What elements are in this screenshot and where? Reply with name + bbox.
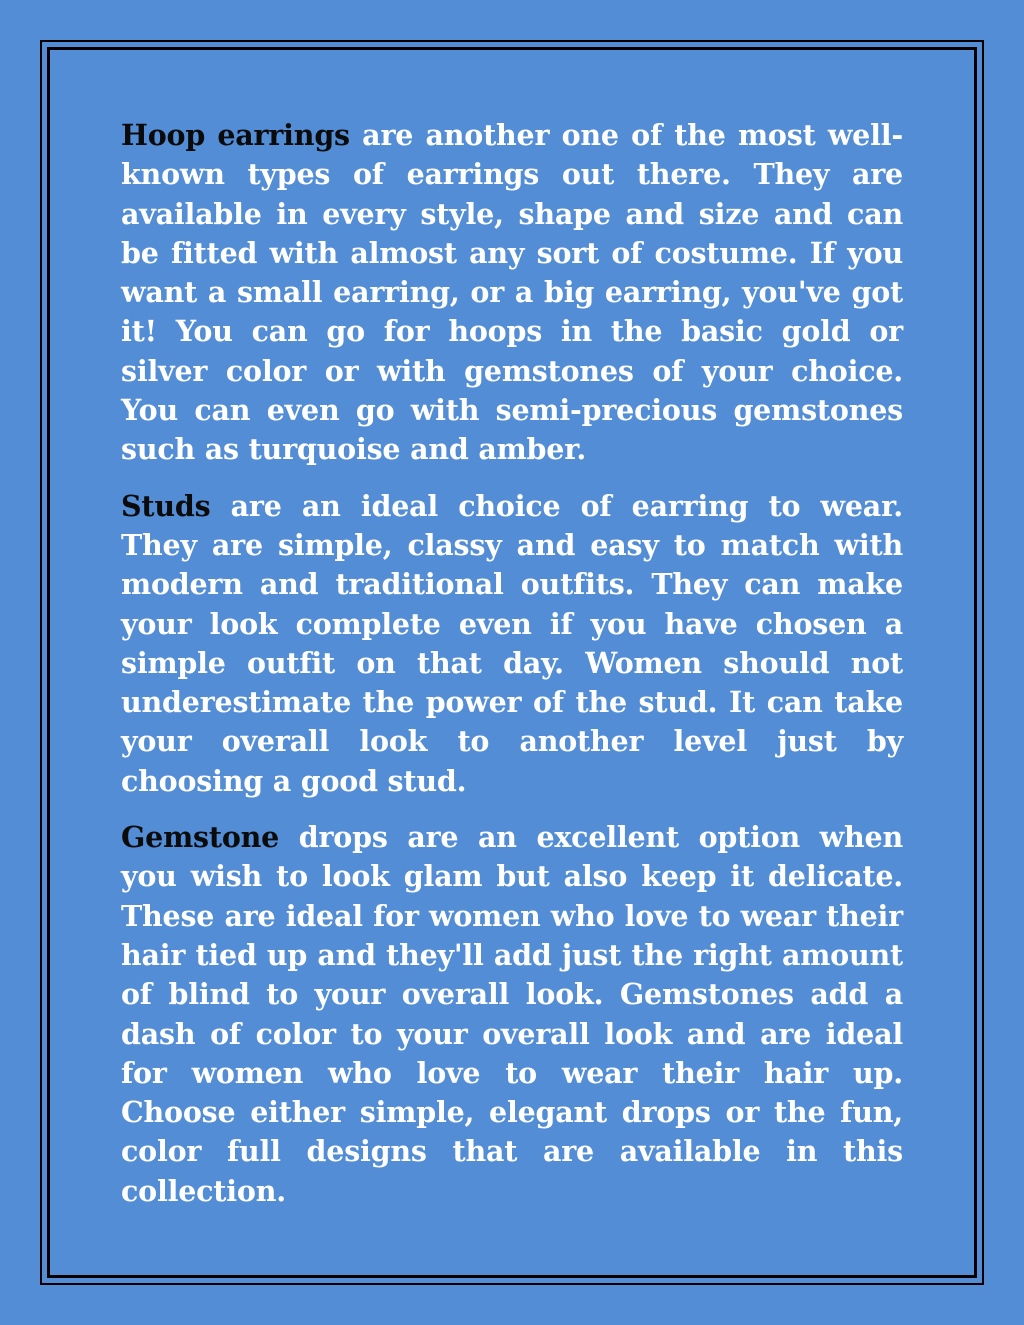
paragraph-text: drops are an excellent option when you wish to look glam but also keep it delicate. These are ideal for women who love to wear their hair tied up and they'll add just the right amount of blind to your overall look. Gemstones add a dash of color to your overall look and are ideal for women who love to wear their hair up. Choose either simple, elegant drops or the fun, color full designs that are available in this collection. [121,820,903,1208]
paragraph-hoop-earrings [121,116,903,470]
article-body [121,116,903,1228]
paragraph-text: are an ideal choice of earring to wear. They are simple, classy and easy to match with modern and traditional outfits. They can make your look complete even if you have chosen a simple outfit on that day. Women should not underestimate the power of the stud. It can take your overall look to another level just by choosing a good stud. [121,488,903,798]
paragraph-studs [121,487,903,801]
heading-studs: Studs [121,488,211,523]
paragraph-gemstone [121,818,903,1211]
heading-hoop-earrings: Hoop earrings [121,118,350,152]
heading-gemstone: Gemstone [121,820,280,855]
paragraph-text: are another one of the most well-known types of earrings out there. They are available in every style, shape and size and can be fitted with almost any sort of costume. If you want a small earring, or a big earring, you've got it! You can go for hoops in the basic gold or silver color or with gemstones of your choice. You can even go with semi-precious gemstones such as turquoise and amber. [121,118,903,467]
